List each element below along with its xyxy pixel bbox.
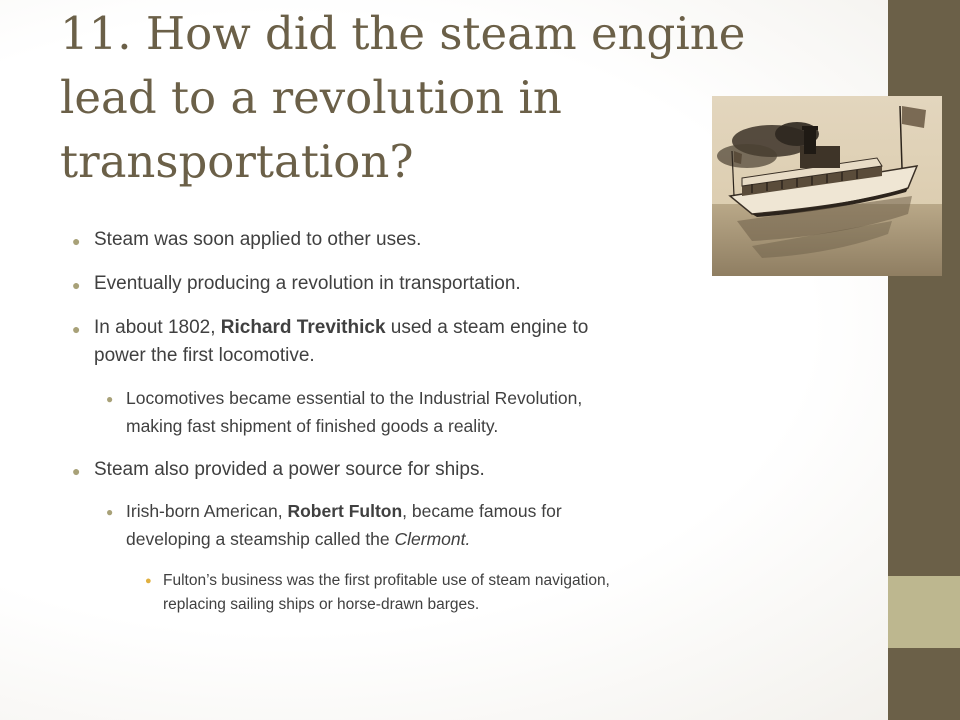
text-run: used a steam engine to	[385, 317, 589, 338]
sub-bullet-item	[106, 384, 583, 440]
title-line: transportation?	[60, 135, 414, 188]
person-name: Richard Trevithick	[220, 317, 386, 338]
text-run: , became famous for	[402, 501, 562, 521]
ship-name: Clermont.	[394, 529, 471, 549]
bullet-dot-icon: ●	[106, 505, 114, 519]
bullet-text: Fulton’s business was the first profitable use of steam navigation,	[163, 572, 610, 589]
title-line: lead to a revolution in	[60, 71, 562, 124]
bullet-text-continued: making fast shipment of finished goods a reality.	[126, 416, 499, 436]
bullet-text	[126, 497, 562, 525]
bullet-text: Steam was soon applied to other uses.	[94, 229, 422, 250]
title-line: 11. How did the steam engine	[60, 7, 746, 60]
bullet-text: Locomotives became essential to the Industrial Revolution,	[126, 388, 583, 408]
text-run: Irish-born American,	[126, 501, 288, 521]
bullet-dot-icon: ●	[145, 575, 152, 587]
bullet-text	[94, 314, 588, 342]
bullet-text-continued	[126, 525, 562, 553]
text-run: In about 1802,	[94, 317, 221, 338]
bullet-dot-icon: ●	[72, 463, 81, 479]
bullet-text: Eventually producing a revolution in transportation.	[94, 273, 521, 294]
bullet-item	[72, 456, 485, 484]
bullet-dot-icon: ●	[72, 233, 81, 249]
sub-bullet-item	[106, 497, 562, 553]
side-decor-accent	[888, 576, 960, 648]
bullet-text-continued: replacing sailing ships or horse-drawn barges.	[163, 596, 480, 613]
bullet-item	[72, 314, 589, 370]
sub-sub-bullet-item	[145, 569, 610, 617]
bullet-text: Steam also provided a power source for ships.	[94, 459, 485, 480]
bullet-dot-icon: ●	[72, 321, 81, 337]
steamship-photo	[712, 96, 942, 276]
bullet-item	[72, 270, 521, 298]
bullet-dot-icon: ●	[106, 392, 114, 406]
text-run: developing a steamship called the	[126, 529, 395, 549]
bullet-text-continued: power the first locomotive.	[94, 345, 315, 366]
person-name: Robert Fulton	[287, 501, 403, 521]
bullet-item	[72, 226, 422, 254]
bullet-dot-icon: ●	[72, 277, 81, 293]
